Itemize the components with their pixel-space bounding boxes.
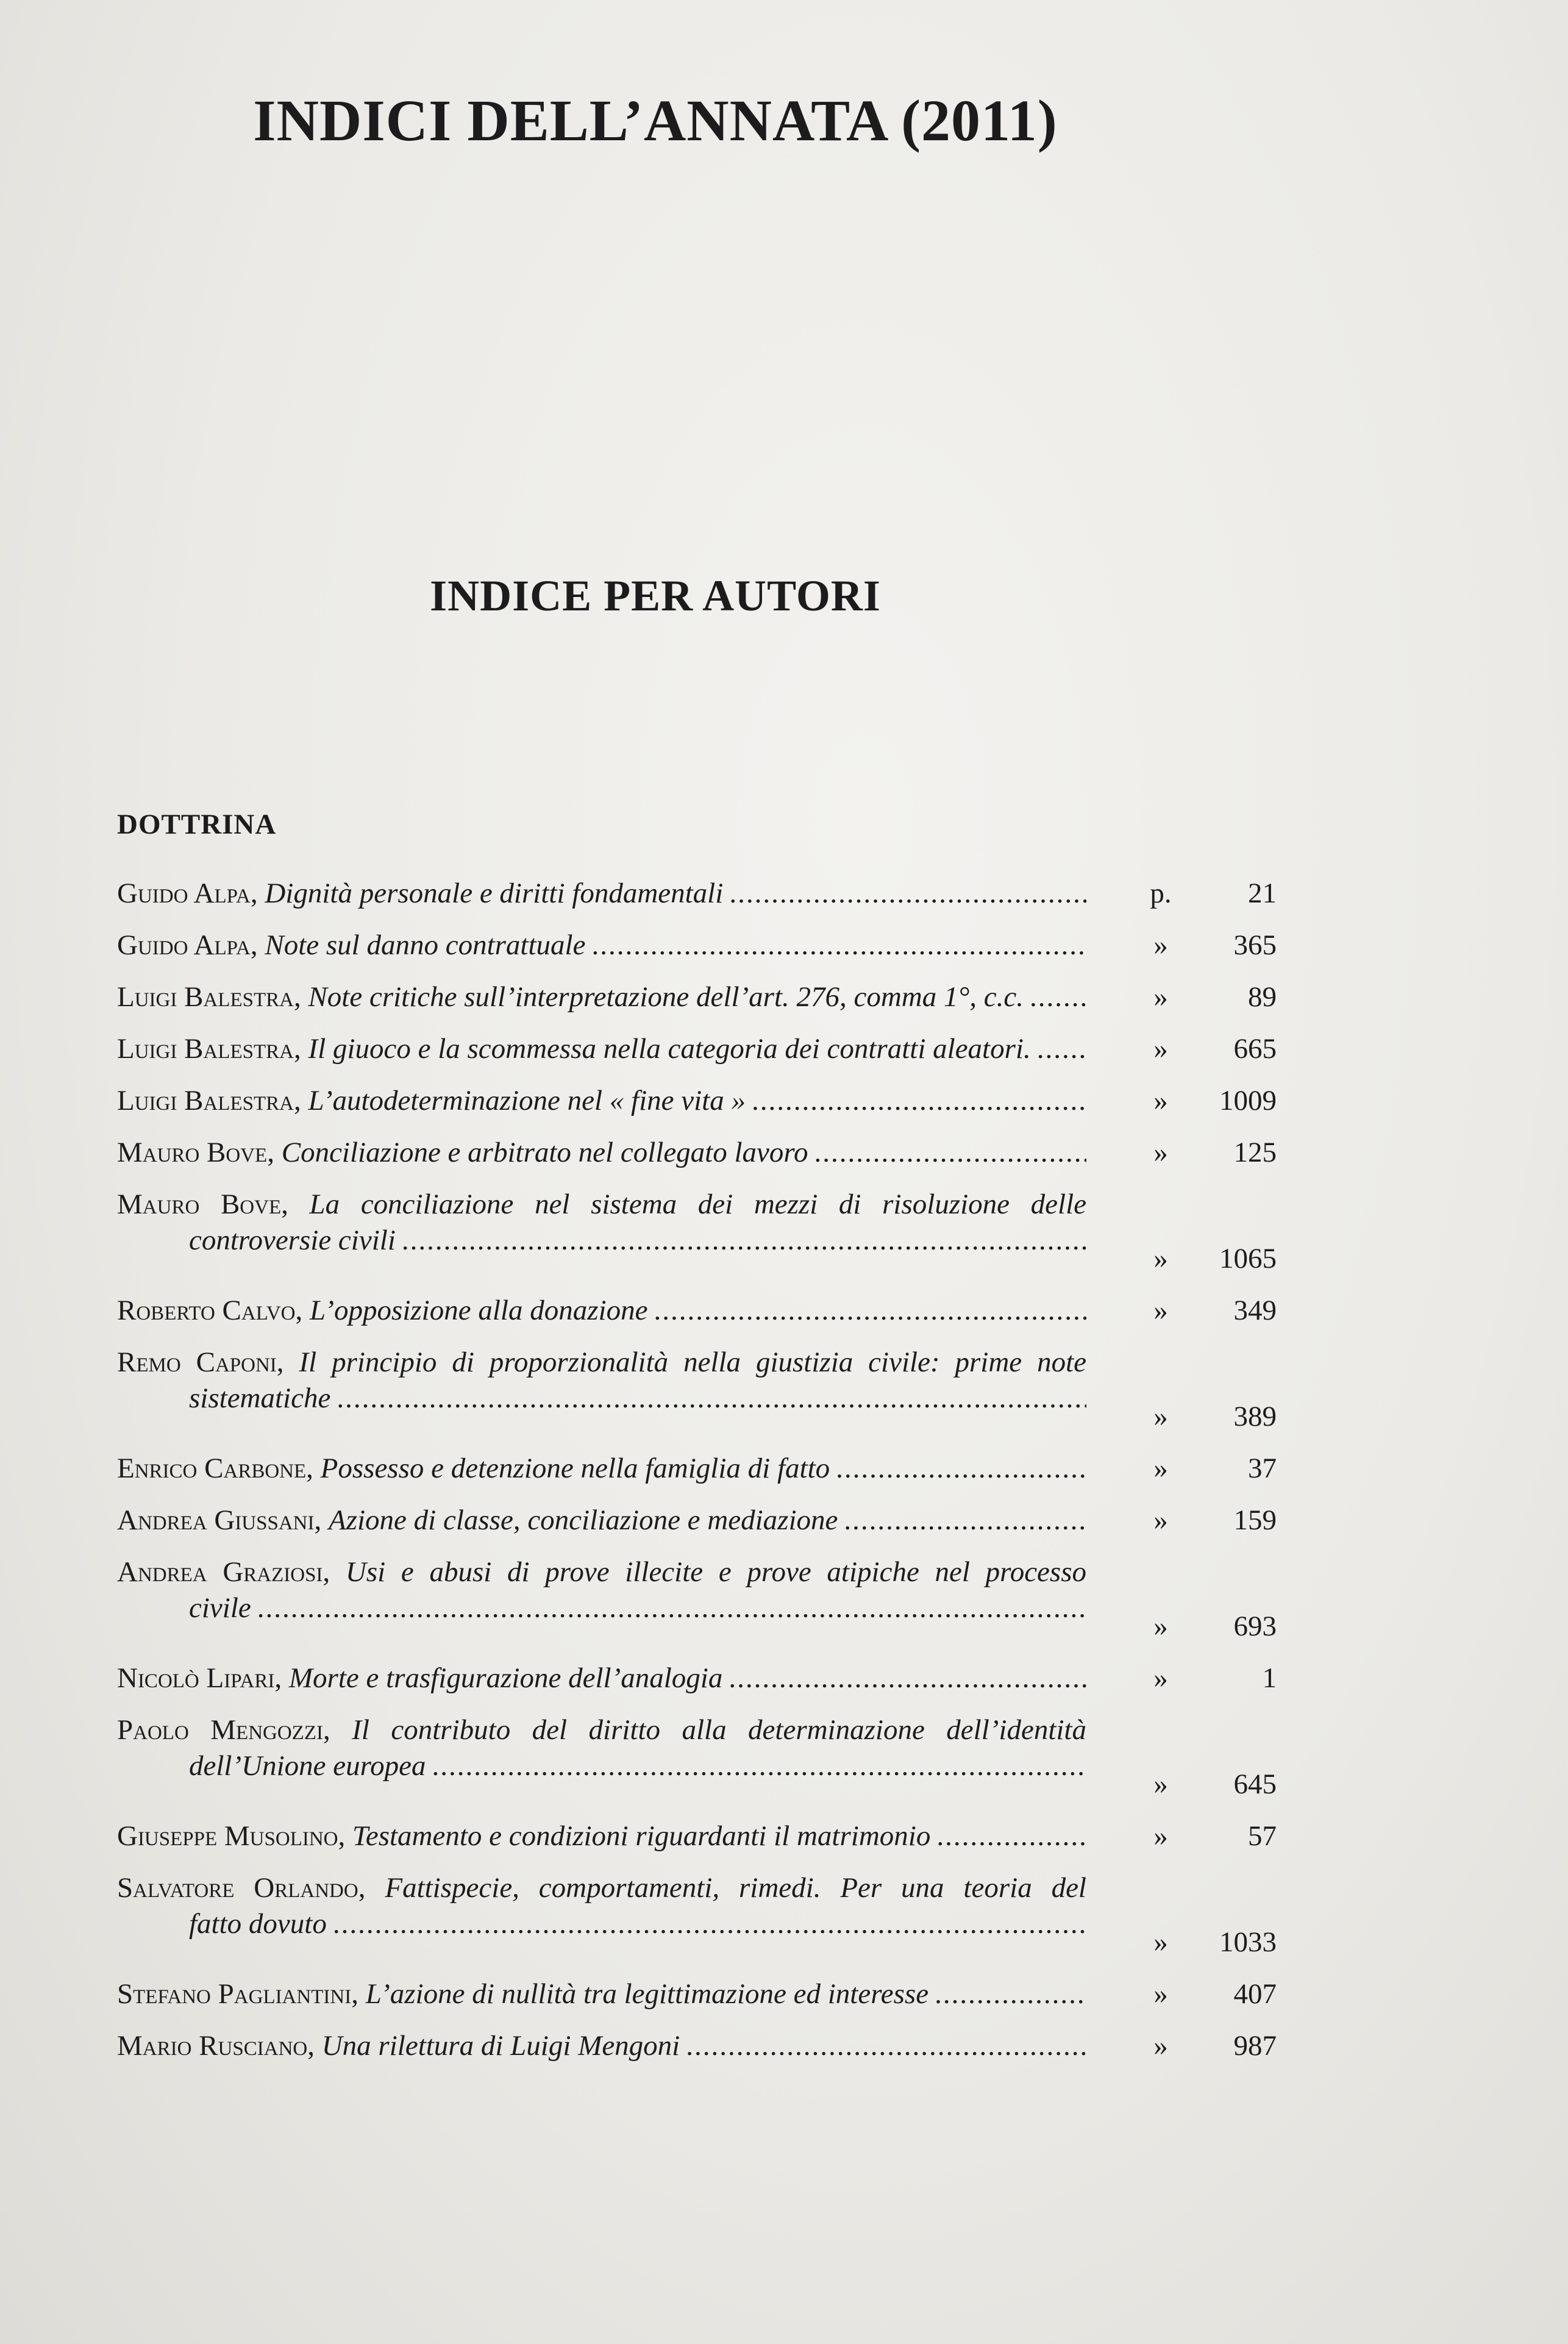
entry-text: Andrea Giussani, Azione di classe, conciliazione e mediazione ..... — [117, 1503, 1086, 1538]
page-marker: » — [1153, 1033, 1168, 1065]
entry-author: Luigi Balestra — [117, 1085, 294, 1117]
entry-text: Mario Rusciano, Una rilettura di Luigi Mengoni ..... — [117, 2028, 1086, 2064]
entry-author: Remo Caponi — [117, 1346, 277, 1378]
entry-title: Testamento e condizioni riguardanti il matrimonio — [352, 1820, 931, 1852]
dot-leader — [1037, 1031, 1086, 1067]
entry-author: Luigi Balestra — [117, 981, 294, 1013]
index-subtitle: INDICE PER AUTORI — [430, 571, 881, 620]
entry-author: Mario Rusciano — [117, 2030, 308, 2062]
entry-text: Andrea Graziosi, Usi e abusi di prove illecite e prove atipiche nel processo civile ..... — [117, 1554, 1086, 1626]
entry-title: Morte e trasfigurazione dell’analogia — [288, 1662, 723, 1694]
entry-title: L’autodeterminazione nel « fine vita » — [308, 1085, 746, 1117]
entry-title-continued: sistematiche — [189, 1382, 331, 1414]
entry-author: Guido Alpa — [117, 877, 251, 909]
entry-title: L’opposizione alla donazione — [310, 1295, 648, 1326]
index-entry — [117, 1818, 1275, 1854]
entry-title: Una rilettura di Luigi Mengoni — [321, 2030, 680, 2062]
index-entry — [117, 1135, 1275, 1171]
entry-title: Note critiche sull’interpretazione dell’art. 276, comma 1°, c.c. — [308, 981, 1024, 1013]
page-marker: » — [1153, 1978, 1168, 2010]
entry-text: Enrico Carbone, Possesso e detenzione nella famiglia di fatto ..... — [117, 1451, 1086, 1487]
entry-author: Roberto Calvo — [117, 1295, 296, 1326]
dot-leader — [333, 1906, 1086, 1942]
page-number: 1009 — [1219, 1085, 1277, 1117]
entry-text: Luigi Balestra, Note critiche sull’interpretazione dell’art. 276, comma 1°, c.c. ..... — [117, 979, 1086, 1015]
entry-title: La conciliazione nel sistema dei mezzi di risoluzione delle — [309, 1188, 1087, 1220]
page-number: 37 — [1248, 1452, 1277, 1484]
dot-leader — [836, 1451, 1086, 1487]
page-number: 693 — [1233, 1610, 1277, 1642]
page-number: 159 — [1233, 1504, 1277, 1536]
index-entry — [117, 979, 1275, 1015]
page-number: 645 — [1233, 1768, 1277, 1800]
entry-text: Guido Alpa, Note sul danno contrattuale ..... — [117, 927, 1086, 963]
author-index-list — [117, 876, 1275, 2080]
dot-leader — [402, 1223, 1086, 1259]
main-title: INDICI DELL’ANNATA (2011) — [253, 88, 1058, 153]
page-marker: » — [1153, 1820, 1168, 1852]
dot-leader — [814, 1135, 1086, 1171]
entry-text: Stefano Pagliantini, L’azione di nullità tra legittimazione ed interesse ..... — [117, 1976, 1086, 2012]
entry-author: Andrea Giussani — [117, 1504, 315, 1536]
page-number: 389 — [1233, 1401, 1277, 1432]
entry-text: Mauro Bove, Conciliazione e arbitrato nel collegato lavoro ..... — [117, 1135, 1086, 1171]
page-marker: » — [1153, 2030, 1168, 2062]
index-entry — [117, 1712, 1277, 1800]
entry-title-continued: dell’Unione europea — [189, 1750, 426, 1782]
index-entry — [117, 876, 1275, 912]
dot-leader — [1030, 979, 1086, 1015]
page-marker: » — [1153, 929, 1168, 961]
page-marker: » — [1153, 1768, 1168, 1800]
page-number: 57 — [1248, 1820, 1277, 1852]
index-entry — [117, 1660, 1275, 1696]
page-marker: » — [1153, 1610, 1168, 1642]
page-marker: p. — [1150, 877, 1172, 909]
page-number: 349 — [1233, 1295, 1277, 1326]
entry-title: Il principio di proporzionalità nella giustizia civile: prime note — [299, 1346, 1086, 1378]
index-entry — [117, 1870, 1277, 1958]
page-marker: » — [1153, 981, 1168, 1013]
page-marker: » — [1153, 1243, 1168, 1274]
entry-author: Andrea Graziosi — [117, 1556, 323, 1588]
page-marker: » — [1153, 1137, 1168, 1168]
entry-author: Giuseppe Musolino — [117, 1820, 338, 1852]
entry-title: Usi e abusi di prove illecite e prove atipiche nel processo — [345, 1556, 1086, 1588]
entry-author: Guido Alpa — [117, 929, 251, 961]
dot-leader — [432, 1748, 1086, 1784]
entry-title: L’azione di nullità tra legittimazione ed interesse — [365, 1978, 929, 2010]
page-marker: » — [1153, 1452, 1168, 1484]
entry-author: Paolo Mengozzi — [117, 1714, 323, 1746]
index-entry — [117, 1083, 1275, 1119]
entry-author: Luigi Balestra — [117, 1033, 294, 1065]
dot-leader — [591, 927, 1086, 963]
index-entry — [117, 1345, 1277, 1432]
dot-leader — [844, 1503, 1086, 1538]
entry-title-continued: controversie civili — [189, 1224, 396, 1256]
index-entry — [117, 1503, 1275, 1538]
page-number: 1033 — [1219, 1926, 1277, 1958]
entry-text: Salvatore Orlando, Fattispecie, comportamenti, rimedi. Per una teoria del fatto dovuto ..... — [117, 1870, 1086, 1942]
entry-author: Enrico Carbone — [117, 1452, 307, 1484]
index-entry — [117, 1554, 1277, 1642]
page-marker: » — [1153, 1401, 1168, 1432]
entry-title: Note sul danno contrattuale — [265, 929, 586, 961]
dot-leader — [729, 876, 1086, 912]
dot-leader — [686, 2028, 1086, 2064]
index-entry — [117, 1031, 1275, 1067]
entry-text: Roberto Calvo, L’opposizione alla donazione ..... — [117, 1293, 1086, 1329]
entry-text: Remo Caponi, Il principio di proporzionalità nella giustizia civile: prime note sistematiche ..... — [117, 1345, 1086, 1417]
entry-title: Il giuoco e la scommessa nella categoria dei contratti aleatori. — [308, 1033, 1031, 1065]
page-number: 21 — [1248, 877, 1277, 909]
dot-leader — [936, 1818, 1086, 1854]
entry-author: Nicolò Lipari — [117, 1662, 275, 1694]
page-marker: » — [1153, 1085, 1168, 1117]
dot-leader — [654, 1293, 1086, 1329]
dot-leader — [935, 1976, 1086, 2012]
page-marker: » — [1153, 1926, 1168, 1958]
dot-leader — [729, 1660, 1086, 1696]
entry-title: Il contributo del diritto alla determinazione dell’identità — [352, 1714, 1086, 1746]
entry-title: Azione di classe, conciliazione e mediazione — [328, 1504, 838, 1536]
entry-text: Luigi Balestra, Il giuoco e la scommessa nella categoria dei contratti aleatori. ..... — [117, 1031, 1086, 1067]
entry-title: Possesso e detenzione nella famiglia di fatto — [320, 1452, 830, 1484]
page-number: 987 — [1233, 2030, 1277, 2062]
page-number: 89 — [1248, 981, 1277, 1013]
section-heading: DOTTRINA — [117, 809, 277, 840]
entry-title: Conciliazione e arbitrato nel collegato lavoro — [281, 1137, 808, 1168]
entry-title: Fattispecie, comportamenti, rimedi. Per una teoria del — [385, 1872, 1086, 1904]
entry-title-continued: civile — [189, 1592, 251, 1624]
index-entry — [117, 1187, 1277, 1274]
entry-author: Mauro Bove — [117, 1137, 268, 1168]
page-number: 365 — [1233, 929, 1277, 961]
index-entry — [117, 1976, 1275, 2012]
page-number: 407 — [1233, 1978, 1277, 2010]
entry-title-continued: fatto dovuto — [189, 1908, 327, 1940]
page-number: 665 — [1233, 1033, 1277, 1065]
entry-author: Stefano Pagliantini — [117, 1978, 352, 2010]
page-marker: » — [1153, 1295, 1168, 1326]
dot-leader — [752, 1083, 1086, 1119]
page-number: 1065 — [1219, 1243, 1277, 1274]
entry-author: Salvatore Orlando — [117, 1872, 358, 1904]
entry-title: Dignità personale e diritti fondamentali — [265, 877, 724, 909]
index-entry — [117, 1293, 1275, 1329]
dot-leader — [257, 1590, 1086, 1626]
entry-author: Mauro Bove — [117, 1188, 282, 1220]
dot-leader — [337, 1381, 1086, 1417]
page-marker: » — [1153, 1662, 1168, 1694]
index-entry — [117, 1451, 1275, 1487]
entry-text: Paolo Mengozzi, Il contributo del diritto alla determinazione dell’identità dell’Unione europea ..... — [117, 1712, 1086, 1784]
entry-text: Nicolò Lipari, Morte e trasfigurazione dell’analogia ..... — [117, 1660, 1086, 1696]
entry-text: Guido Alpa, Dignità personale e diritti fondamentali ..... — [117, 876, 1086, 912]
page-number: 1 — [1262, 1662, 1277, 1694]
index-entry — [117, 2028, 1275, 2064]
entry-text: Giuseppe Musolino, Testamento e condizioni riguardanti il matrimonio ..... — [117, 1818, 1086, 1854]
entry-text: Mauro Bove, La conciliazione nel sistema dei mezzi di risoluzione delle controversie civili ..... — [117, 1187, 1086, 1259]
index-entry — [117, 927, 1275, 963]
page-number: 125 — [1233, 1137, 1277, 1168]
entry-text: Luigi Balestra, L’autodeterminazione nel « fine vita » ..... — [117, 1083, 1086, 1119]
page-marker: » — [1153, 1504, 1168, 1536]
